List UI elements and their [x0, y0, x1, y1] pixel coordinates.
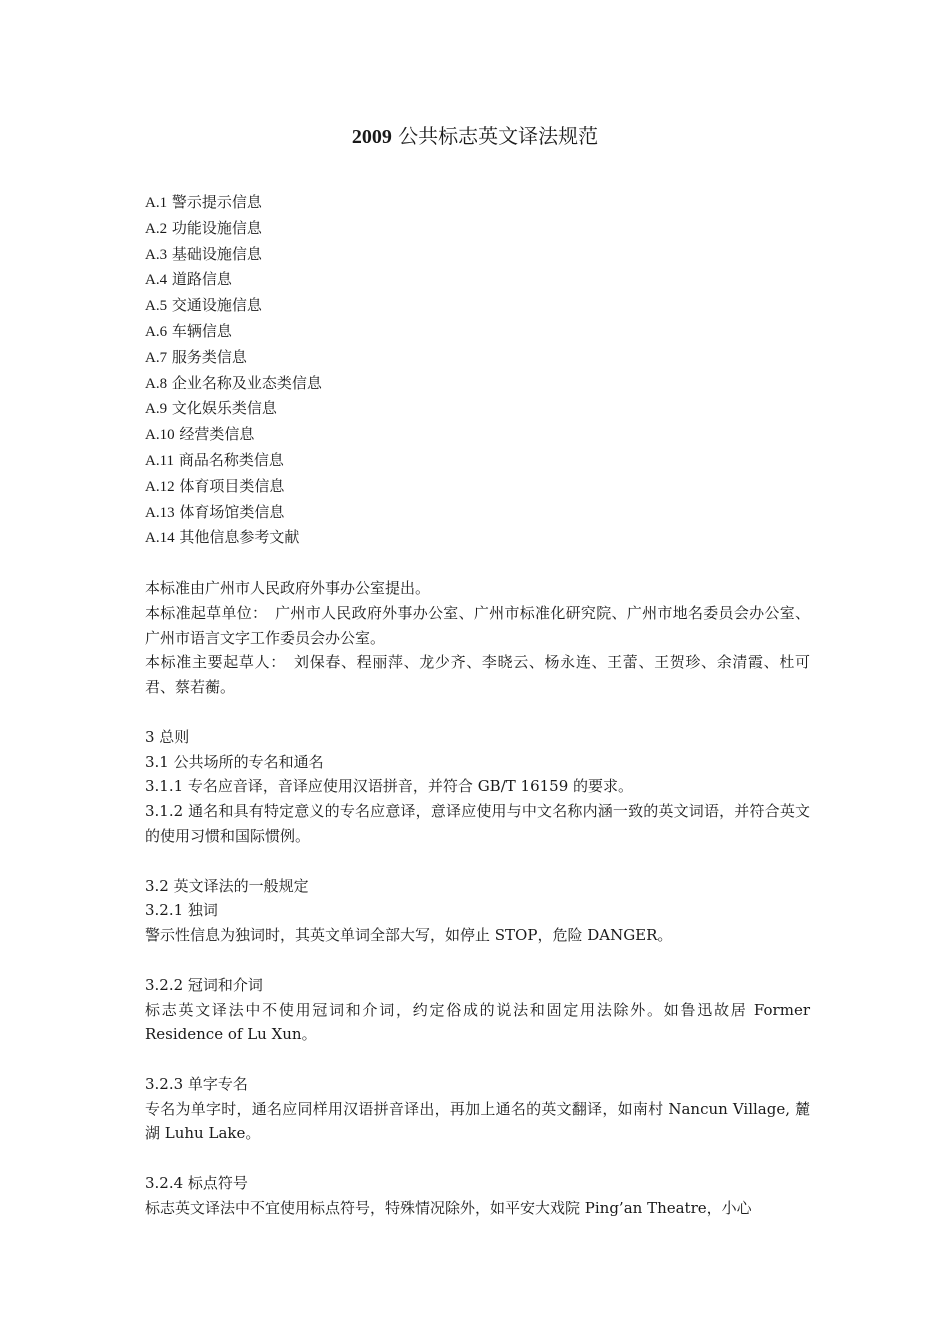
section-3 [145, 725, 810, 1221]
subsection-heading: 3.2 英文译法的一般规定 [145, 876, 309, 895]
spacer [145, 700, 810, 725]
document-body [145, 190, 810, 1221]
toc-item: A.13 体育场馆类信息 [145, 502, 285, 521]
spacer [145, 1047, 810, 1072]
drafters-paragraph: 本标准主要起草人： 刘保春、程丽萍、龙少齐、李晓云、杨永连、王蕾、王贺珍、余清霞、杜可君、蔡若蘅。 [145, 653, 810, 697]
table-of-contents [145, 190, 810, 551]
toc-item: A.12 体育项目类信息 [145, 476, 285, 495]
clause-paragraph: 专名为单字时，通名应同样用汉语拼音译出，再加上通名的英文翻译，如南村 Nancun Village, 麓湖 Luhu Lake。 [145, 1099, 810, 1143]
toc-item: A.1 警示提示信息 [145, 193, 262, 211]
page-title [0, 122, 950, 151]
toc-item: A.6 车辆信息 [145, 321, 232, 340]
spacer [145, 849, 810, 874]
drafting-units-paragraph: 本标准起草单位： 广州市人民政府外事办公室、广州市标准化研究院、广州市地名委员会办公室、广州市语言文字工作委员会办公室。 [145, 603, 810, 647]
clause-paragraph: 3.1.1 专名应音译，音译应使用汉语拼音，并符合 GB/T 16159 的要求。 [145, 777, 634, 796]
toc-item: A.4 道路信息 [145, 270, 232, 289]
toc-item: A.8 企业名称及业态类信息 [145, 373, 322, 392]
toc-item: A.7 服务类信息 [145, 347, 247, 366]
preface-section [145, 576, 810, 700]
spacer [145, 551, 810, 576]
clause-paragraph: 标志英文译法中不使用冠词和介词，约定俗成的说法和固定用法除外。如鲁迅故居 Former Residence of Lu Xun。 [145, 1000, 810, 1044]
spacer [145, 1146, 810, 1171]
proposer-paragraph: 本标准由广州市人民政府外事办公室提出。 [145, 578, 431, 597]
toc-item: A.11 商品名称类信息 [145, 450, 284, 469]
title-year: 2009 [351, 126, 392, 148]
spacer [145, 948, 810, 973]
clause-paragraph: 3.1.2 通名和具有特定意义的专名应意译，意译应使用与中文名称内涵一致的英文词语，并符合英文的使用习惯和国际惯例。 [145, 802, 810, 845]
title-text: 公共标志英文译法规范 [391, 124, 599, 148]
section-heading: 3 总则 [145, 727, 190, 746]
clause-heading: 3.2.4 标点符号 [145, 1174, 248, 1193]
toc-item: A.10 经营类信息 [145, 425, 255, 444]
clause-heading: 3.2.3 单字专名 [145, 1074, 248, 1093]
clause-paragraph: 标志英文译法中不宜使用标点符号，特殊情况除外，如平安大戏院 Ping’an Theatre，小心 [145, 1198, 752, 1217]
clause-paragraph: 警示性信息为独词时，其英文单词全部大写，如停止 STOP，危险 DANGER。 [145, 926, 673, 945]
toc-item: A.2 功能设施信息 [145, 218, 262, 237]
toc-item: A.3 基础设施信息 [145, 244, 262, 263]
subsection-heading: 3.1 公共场所的专名和通名 [145, 752, 324, 771]
clause-heading: 3.2.2 冠词和介词 [145, 975, 263, 994]
toc-item: A.9 文化娱乐类信息 [145, 399, 277, 418]
clause-heading: 3.2.1 独词 [145, 901, 218, 920]
toc-item: A.14 其他信息参考文献 [145, 528, 300, 547]
toc-item: A.5 交通设施信息 [145, 296, 262, 315]
